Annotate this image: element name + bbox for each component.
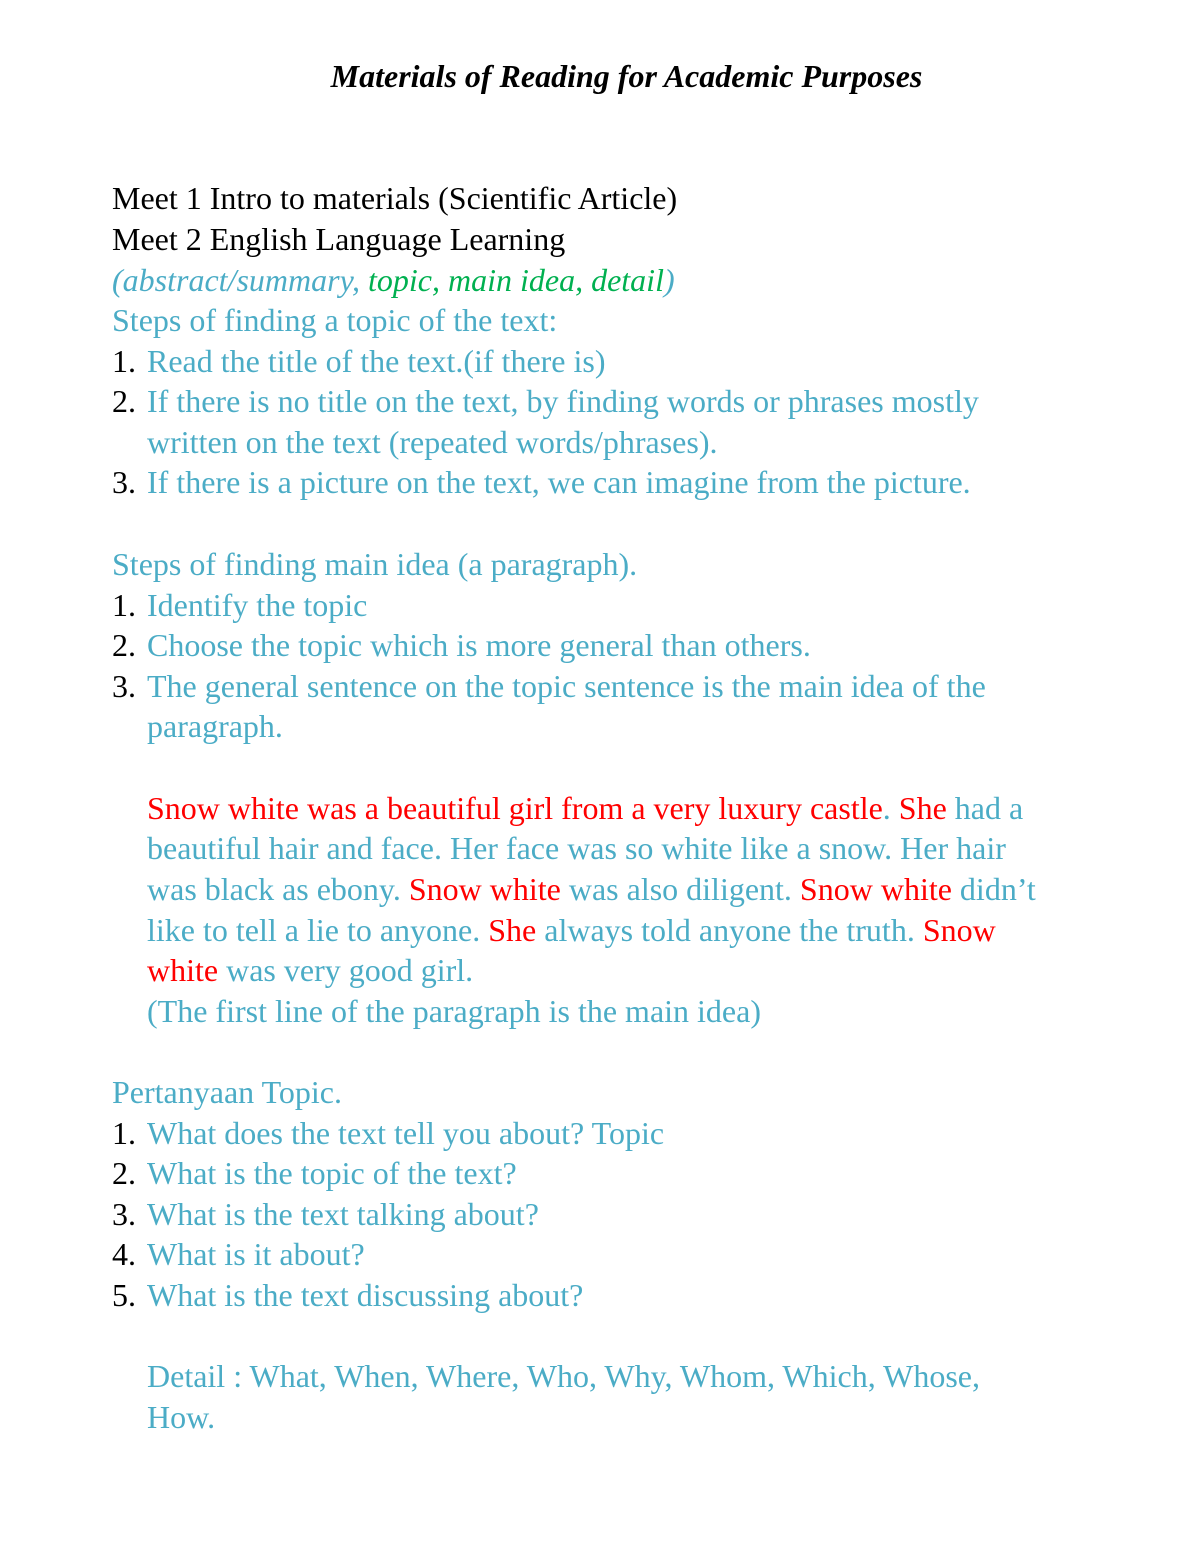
subject-highlight: She — [898, 790, 947, 826]
list-item — [112, 1153, 517, 1194]
list-item — [112, 1275, 583, 1316]
example-text: was very good girl. — [218, 952, 474, 988]
list-text: Read the title of the text.(if there is) — [147, 343, 606, 379]
subtopics-open: (abstract/summary, — [112, 262, 368, 298]
list-number: 2. — [112, 627, 136, 663]
list-text-continued: written on the text (repeated words/phrases). — [147, 424, 718, 460]
subject-highlight: Snow white — [408, 871, 561, 907]
list-text: Choose the topic which is more general than others. — [147, 627, 811, 663]
example-line-1 — [147, 788, 1023, 829]
detail-line-2: How. — [147, 1399, 216, 1435]
topic-steps-heading: Steps of finding a topic of the text: — [112, 302, 558, 338]
example-text: didn’t — [951, 871, 1036, 907]
list-number: 3. — [112, 668, 136, 704]
subject-highlight: white — [147, 952, 219, 988]
subject-highlight: Snow white — [799, 871, 952, 907]
example-text: was black as ebony. — [147, 871, 409, 907]
questions-heading: Pertanyaan Topic. — [112, 1074, 342, 1110]
main-idea-steps-heading: Steps of finding main idea (a paragraph). — [112, 546, 638, 582]
list-item — [112, 341, 606, 382]
list-text: What is it about? — [147, 1236, 365, 1272]
document-title: Materials of Reading for Academic Purposes — [330, 58, 923, 94]
list-item — [112, 1194, 539, 1235]
example-line-2: beautiful hair and face. Her face was so white like a snow. Her hair — [147, 830, 1006, 866]
detail-line-1: Detail : What, When, Where, Who, Why, Whom, Which, Whose, — [147, 1358, 980, 1394]
list-text: What is the text talking about? — [147, 1196, 539, 1232]
subtopics-close: ) — [663, 262, 675, 298]
list-number: 2. — [112, 1155, 136, 1191]
list-text: The general sentence on the topic sentence is the main idea of the — [147, 668, 986, 704]
list-item — [112, 625, 811, 666]
example-text: like to tell a lie to anyone. — [147, 912, 489, 948]
example-text: always told anyone the truth. — [536, 912, 923, 948]
list-number: 1. — [112, 587, 136, 623]
meeting-2: Meet 2 English Language Learning — [112, 221, 566, 257]
main-idea-sentence: Snow white was a beautiful girl from a very luxury castle — [147, 790, 883, 826]
example-line-4 — [147, 910, 996, 951]
list-item — [112, 585, 367, 626]
list-text-continued: paragraph. — [147, 708, 283, 744]
example-line-5 — [147, 950, 473, 991]
list-item — [112, 462, 971, 503]
list-text: Identify the topic — [147, 587, 368, 623]
subject-highlight: She — [488, 912, 537, 948]
example-text: . — [882, 790, 899, 826]
subtopics-line — [112, 260, 675, 301]
example-text: had a — [946, 790, 1024, 826]
list-number: 2. — [112, 383, 136, 419]
list-number: 1. — [112, 343, 136, 379]
list-text: If there is no title on the text, by finding words or phrases mostly — [147, 383, 979, 419]
list-number: 3. — [112, 464, 136, 500]
list-number: 1. — [112, 1115, 136, 1151]
list-item — [112, 1113, 664, 1154]
list-number: 5. — [112, 1277, 136, 1313]
meeting-1: Meet 1 Intro to materials (Scientific Article) — [112, 180, 678, 216]
list-item — [112, 1234, 365, 1275]
list-item — [112, 666, 986, 707]
example-text: was also diligent. — [560, 871, 800, 907]
list-text: What does the text tell you about? Topic — [147, 1115, 665, 1151]
list-text: What is the text discussing about? — [147, 1277, 584, 1313]
list-text: What is the topic of the text? — [147, 1155, 517, 1191]
example-line-3 — [147, 869, 1036, 910]
list-number: 4. — [112, 1236, 136, 1272]
list-number: 3. — [112, 1196, 136, 1232]
list-text: If there is a picture on the text, we can imagine from the picture. — [147, 464, 971, 500]
subtopics-detail: detail — [591, 262, 664, 298]
list-item — [112, 381, 979, 422]
subtopics-main-idea: main idea, — [447, 262, 592, 298]
example-note: (The first line of the paragraph is the main idea) — [147, 993, 761, 1029]
subject-highlight: Snow — [922, 912, 996, 948]
subtopics-topic: topic, — [368, 262, 448, 298]
